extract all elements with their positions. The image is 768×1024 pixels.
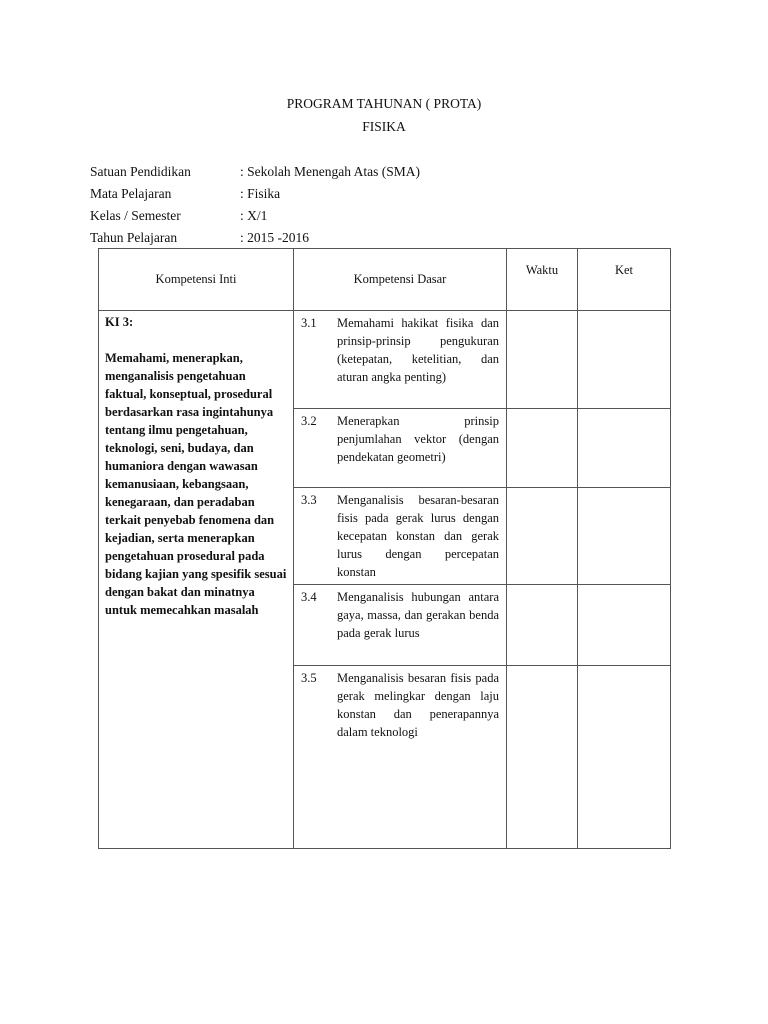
meta-row-satuan [90, 161, 420, 183]
waktu-cell [507, 409, 578, 488]
document-title: PROGRAM TAHUNAN ( PROTA) [286, 96, 482, 111]
header-ket: Ket [578, 249, 671, 311]
kd-number: 3.5 [301, 671, 317, 685]
ket-cell [578, 488, 671, 585]
metadata-block [90, 161, 420, 249]
kd-text: Memahami hakikat fisika dan prinsip-prinsip pengukuran (ketepatan, ketelitian, dan aturan angka penting) [337, 316, 499, 384]
meta-label: Mata Pelajaran [90, 186, 172, 201]
ket-cell [578, 585, 671, 666]
kd-text: Menganalisis besaran fisis pada gerak melingkar dengan laju konstan dan penerapannya dalam teknologi [337, 671, 499, 739]
table-row [99, 311, 671, 409]
meta-value: : Fisika [240, 186, 281, 201]
kd-cell [294, 666, 507, 849]
meta-row-mapel [90, 183, 420, 205]
waktu-cell [507, 585, 578, 666]
ket-cell [578, 666, 671, 849]
ket-cell [578, 409, 671, 488]
table-header-row [99, 249, 671, 311]
kd-number: 3.3 [301, 493, 317, 507]
kd-number: 3.2 [301, 414, 317, 428]
kd-cell [294, 409, 507, 488]
ket-cell [578, 311, 671, 409]
ki-description: Memahami, menerapkan, menganalisis pengetahuan faktual, konseptual, prosedural berdasarkan rasa ingintahunya tentang ilmu pengetahuan, teknologi, seni, budaya, dan humaniora dengan wawasan kemanusiaan, kebangsaan, kenegaraan, dan peradaban terkait penyebab fenomena dan kejadian, serta menerapkan pengetahuan prosedural pada bidang kajian yang spesifik sesuai dengan bakat dan minatnya untuk memecahkan masalah [105, 351, 287, 617]
meta-label: Kelas / Semester [90, 208, 181, 223]
kd-cell [294, 488, 507, 585]
meta-value: : 2015 -2016 [240, 230, 309, 245]
waktu-cell [507, 666, 578, 849]
meta-label: Tahun Pelajaran [90, 230, 178, 245]
header-waktu: Waktu [507, 249, 578, 311]
meta-row-kelas [90, 205, 420, 227]
kd-number: 3.1 [301, 316, 317, 330]
waktu-cell [507, 311, 578, 409]
prota-table [98, 248, 671, 849]
waktu-cell [507, 488, 578, 585]
ki-title: KI 3: [105, 315, 134, 329]
meta-label: Satuan Pendidikan [90, 164, 191, 179]
meta-value: : Sekolah Menengah Atas (SMA) [240, 164, 420, 179]
kd-cell [294, 585, 507, 666]
kd-number: 3.4 [301, 590, 317, 604]
meta-value: : X/1 [240, 208, 268, 223]
document-subtitle: FISIKA [362, 119, 406, 134]
kd-cell [294, 311, 507, 409]
header-kompetensi-inti: Kompetensi Inti [99, 249, 294, 311]
kd-text: Menganalisis besaran-besaran fisis pada gerak lurus dengan kecepatan konstan dan gerak lurus dengan percepatan konstan [337, 493, 499, 579]
header-kompetensi-dasar: Kompetensi Dasar [294, 249, 507, 311]
kd-text: Menganalisis hubungan antara gaya, massa, dan gerakan benda pada gerak lurus [337, 590, 499, 640]
kd-text: Menerapkan prinsip penjumlahan vektor (dengan pendekatan geometri) [337, 414, 499, 464]
kompetensi-inti-cell [99, 311, 294, 849]
meta-row-tahun [90, 227, 420, 249]
